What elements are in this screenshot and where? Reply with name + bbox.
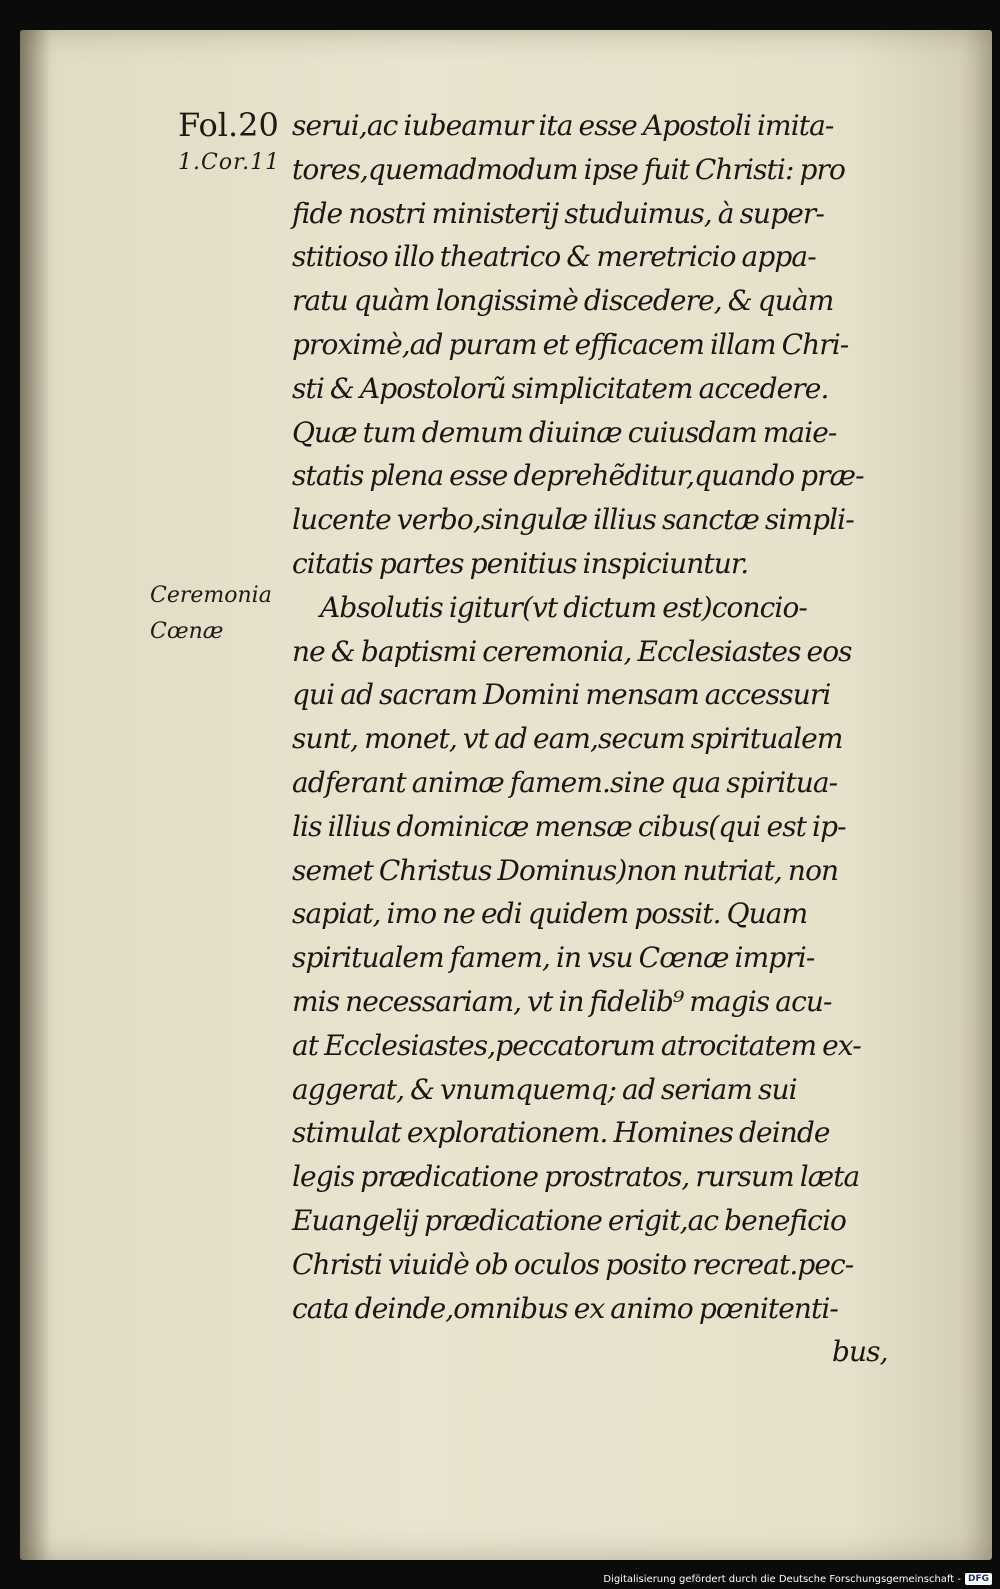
margin-reference-corinthians: 1.Cor.11: [178, 150, 281, 175]
text-line: stimulat explorationem. Homines deinde: [292, 1116, 830, 1150]
folio-number: Fol.20: [178, 106, 279, 144]
body-text: [292, 104, 902, 1374]
text-line: proximè,ad puram et efficacem illam Chri-: [292, 327, 849, 361]
text-line: adferant animæ famem.sine qua spiritua-: [292, 765, 838, 799]
text-line: statis plena esse deprehẽditur,quando præ-: [292, 459, 864, 493]
text-line: cata deinde,omnibus ex animo pœnitenti-: [292, 1291, 838, 1325]
text-line: legis prædicatione prostratos, rursum læta: [292, 1160, 860, 1194]
text-line: lis illius dominicæ mensæ cibus(qui est ip-: [292, 809, 846, 843]
text-line: spiritualem famem, in vsu Cœnæ impri-: [292, 941, 815, 975]
text-line: aggerat, & vnumquemq; ad seriam sui: [292, 1072, 797, 1106]
text-line: at Ecclesiastes,peccatorum atrocitatem ex-: [292, 1028, 861, 1062]
text-line: mis necessariam, vt in fidelib⁹ magis acu-: [292, 984, 832, 1018]
text-line: Christi viuidè ob oculos posito recreat.pec-: [292, 1247, 854, 1281]
text-line-paragraph-start: Absolutis igitur(vt dictum est)concio-: [320, 590, 807, 624]
text-line: serui,ac iubeamur ita esse Apostoli imita-: [292, 109, 834, 142]
margin-note-line: Cœnæ: [150, 619, 224, 644]
margin-note-line: Ceremonia: [150, 583, 272, 608]
text-line: stitioso illo theatrico & meretricio appa-: [292, 240, 816, 274]
text-line: sapiat, imo ne edi quidem possit. Quam: [292, 897, 808, 931]
credit-text: Digitalisierung gefördert durch die Deutsche Forschungsgemeinschaft -: [603, 1573, 961, 1585]
text-line: sti & Apostolorũ simplicitatem accedere.: [292, 371, 829, 405]
digitization-credit: [603, 1573, 992, 1585]
text-line: Quæ tum demum diuinæ cuiusdam maie-: [292, 415, 837, 449]
text-line-catchword: bus,: [832, 1335, 888, 1369]
margin-note-ceremonia-coenae: [150, 578, 272, 650]
text-line: ratu quàm longissimè discedere, & quàm: [292, 284, 834, 318]
dfg-logo: DFG: [965, 1573, 992, 1585]
text-line: semet Christus Dominus)non nutriat, non: [292, 853, 839, 887]
text-line: tores,quemadmodum ipse fuit Christi: pro: [292, 152, 845, 186]
text-line: lucente verbo,singulæ illius sanctæ simpli-: [292, 503, 854, 537]
text-line: sunt, monet, vt ad eam,secum spiritualem: [292, 722, 843, 756]
text-line: citatis partes penitius inspiciuntur.: [292, 546, 749, 580]
spine-shadow: [20, 30, 50, 1560]
text-line: Euangelij prædicatione erigit,ac beneficio: [292, 1203, 846, 1237]
text-line: qui ad sacram Domini mensam accessuri: [292, 678, 831, 712]
text-line: fide nostri ministerij studuimus, à super-: [292, 196, 824, 230]
text-line: ne & baptismi ceremonia, Ecclesiastes eos: [292, 634, 852, 668]
